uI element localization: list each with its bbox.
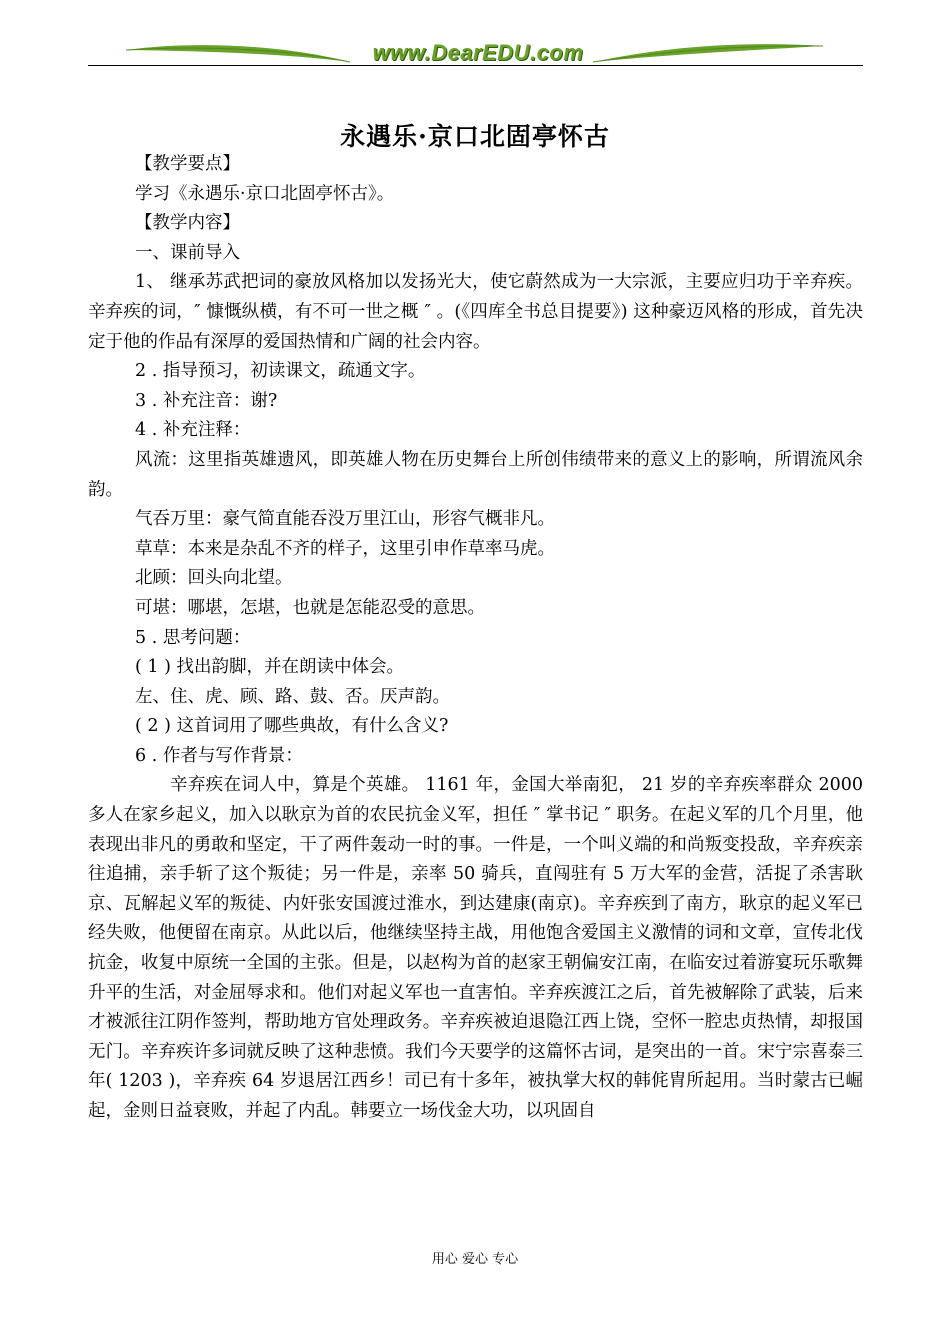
paragraph: 4 . 补充注释： (135, 420, 251, 441)
paragraph: 风流：这里指英雄遗风，即英雄人物在历史舞台上所创伟绩带来的意义上的影响，所谓流风余韵。 (88, 449, 863, 500)
header-rule (88, 65, 863, 66)
site-header (88, 38, 863, 70)
paragraph: 2 . 指导预习，初读课文，疏通文字。 (135, 361, 426, 382)
paragraph: 3 . 补充注音：谢? (135, 390, 278, 411)
paragraph: 1、 继承苏武把词的豪放风格加以发扬光大，使它蔚然成为一大宗派，主要应归功于辛弃疾。辛弃疾的词，″ 慷慨纵横，有不可一世之概 ″ 。(《四库全书总目提要》) 这种豪迈风格的形成，首先决定于他的作品有深厚的爱国热情和广阔的社会内容。 (88, 272, 863, 352)
site-name[interactable]: www.DearEDU.com (372, 40, 584, 65)
document-body (88, 150, 863, 1127)
paragraph: 草草：本来是杂乱不齐的样子，这里引申作草率马虎。 (135, 538, 555, 559)
paragraph: ( 2 ) 这首词用了哪些典故，有什么含义? (135, 716, 449, 737)
paragraph: 一、课前导入 (135, 242, 240, 263)
paragraph: 【教学内容】 (135, 213, 240, 234)
paragraph: 5 . 思考问题： (135, 627, 251, 648)
paragraph: 6 . 作者与写作背景： (135, 745, 303, 766)
paragraph: 可堪：哪堪，怎堪，也就是怎能忍受的意思。 (135, 597, 485, 618)
paragraph: 学习《永遇乐·京口北固亭怀古》。 (135, 183, 395, 204)
page-footer: 用心 爱心 专心 (431, 1252, 519, 1267)
paragraph: 【教学要点】 (135, 154, 240, 174)
paragraph: 气吞万里：豪气简直能吞没万里江山，形容气概非凡。 (135, 509, 555, 530)
paragraph: 左、住、虎、顾、路、鼓、否。厌声韵。 (135, 686, 450, 707)
paragraph: 北顾：回头向北望。 (135, 568, 293, 589)
paragraph: 辛弃疾在词人中，算是个英雄。 1161 年，金国大举南犯， 21 岁的辛弃疾率群众 2000 多人在家乡起义，加入以耿京为首的农民抗金义军，担任 ″ 掌书记 ″ 职务。在起义军的几个月里，他表现出非凡的勇敢和坚定，干了两件轰动一时的事。一件是，一个叫义端的和尚叛变投敌，辛弃疾亲往追捕，亲手斩了这个叛徒；另一件是，亲率 50 骑兵，直闯驻有 5 万大军的金营，活捉了杀害耿京、瓦解起义军的叛徒、内奸张安国渡过淮水，到达建康(南京)。辛弃疾到了南方，耿京的起义军已经失败，他便留在南京。从此以后，他继续坚持主战，用他饱含爱国主义激情的词和文章，宣传北伐抗金，收复中原统一全国的主张。但是，以赵构为首的赵家王朝偏安江南，在临安过着游宴玩乐歌舞升平的生活，对金屈辱求和。他们对起义军也一直害怕。辛弃疾渡江之后，首先被解除了武装，后来才被派往江阴作签判，帮助地方官处理政务。辛弃疾被迫退隐江西上饶，空怀一腔忠贞热情，却报国无门。辛弃疾许多词就反映了这种悲愤。我们今天要学的这篇怀古词，是突出的一首。宋宁宗喜泰三年( 1203 )，辛弃疾 64 岁退居江西乡！司已有十多年，被执掌大权的韩侂胄所起用。当时蒙古已崛起，金则日益衰败，并起了内乱。韩要立一场伐金大功，以巩固自 (88, 775, 863, 1121)
paragraph: ( 1 ) 找出韵脚，并在朗读中体会。 (135, 657, 404, 678)
page-title: 永遇乐·京口北固亭怀古 (340, 122, 610, 151)
